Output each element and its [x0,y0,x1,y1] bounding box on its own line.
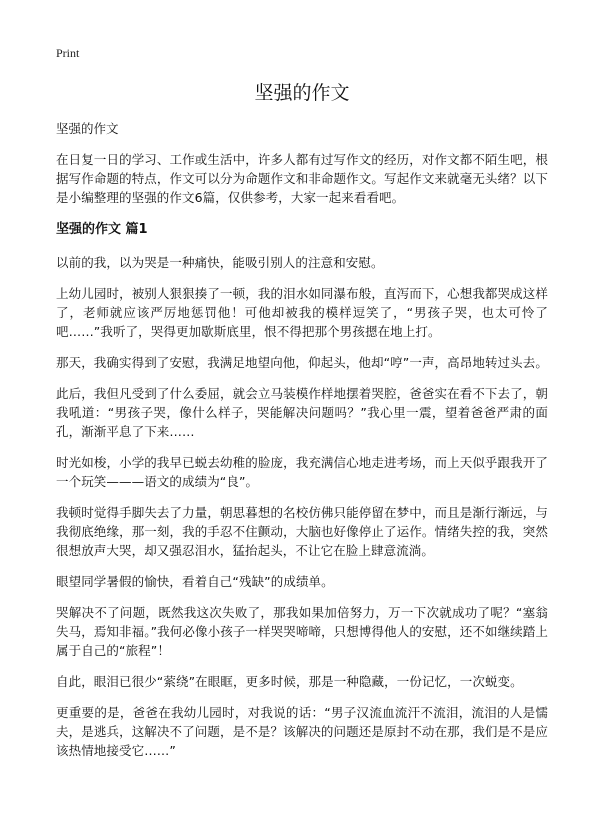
body-paragraph: 以前的我，以为哭是一种痛快，能吸引别人的注意和安慰。 [56,255,384,270]
page-title: 坚强的作文 [254,82,350,104]
section-heading: 坚强的作文 篇1 [56,222,148,237]
body-paragraph: 更重要的是，爸爸在我幼儿园时，对我说的话：“男子汉流血流汗不流泪，流泪的人是懦夫，是逃兵，这解决不了问题，是不是？该解决的问题还是原封不动在那，我们是不是应该热情地接受它……” [56,705,548,758]
body-paragraph: 上幼儿园时，被别人狠狠揍了一顿，我的泪水如同瀑布般，直泻而下，心想我都哭成这样了，老师就应该严厉地惩罚他！可他却被我的模样逗笑了，“男孩子哭，也太可怜了吧……”我听了，哭得更加歇斯底里，恨不得把那个男孩摁在地上打。 [56,286,548,339]
body-paragraph: 我顿时觉得手脚失去了力量，朝思暮想的名校仿佛只能停留在梦中，而且是渐行渐远，与我彻底绝缘，那一刻，我的手忍不住颤动，大脑也好像停止了运作。情绪失控的我，突然很想放声大哭，却又强忍泪水，猛抬起头，不让它在脸上肆意流淌。 [56,505,548,558]
print-link[interactable]: Print [56,46,80,60]
document-subtitle: 坚强的作文 [56,121,119,136]
body-paragraph: 此后，我但凡受到了什么委屈，就会立马装模作样地摆着哭腔，爸爸实在看不下去了，朝我吼道：“男孩子哭，像什么样子，哭能解决问题吗？”我心里一震，望着爸爸严肃的面孔，渐渐平息了下来…… [56,386,548,439]
intro-paragraph: 在日复一日的学习、工作或生活中，许多人都有过写作文的经历，对作文都不陌生吧，根据写作命题的特点，作文可以分为命题作文和非命题作文。写起作文来就毫无头绪？以下是小编整理的坚强的作文6篇，仅供参考，大家一起来看看吧。 [56,152,548,205]
body-paragraph: 时光如梭，小学的我早已蜕去幼稚的脸庞，我充满信心地走进考场，而上天似乎跟我开了一个玩笑———语文的成绩为“良”。 [56,455,548,489]
body-paragraph: 眼望同学暑假的愉快，看着自己“残缺”的成绩单。 [56,574,334,589]
document-body [56,150,548,772]
body-paragraph: 那天，我确实得到了安慰，我满足地望向他，仰起头，他却“哼”一声，高昂地转过头去。 [56,355,548,370]
body-paragraph: 哭解决不了问题，既然我这次失败了，那我如果加倍努力，万一下次就成功了呢？“塞翁失马，焉知非福。”我何必像小孩子一样哭哭啼啼，只想博得他人的安慰，还不如继续踏上属于自己的“旅程”！ [56,605,548,658]
body-paragraph: 自此，眼泪已很少“萦绕”在眼眶，更多时候，那是一种隐藏，一份记忆，一次蜕变。 [56,674,523,689]
